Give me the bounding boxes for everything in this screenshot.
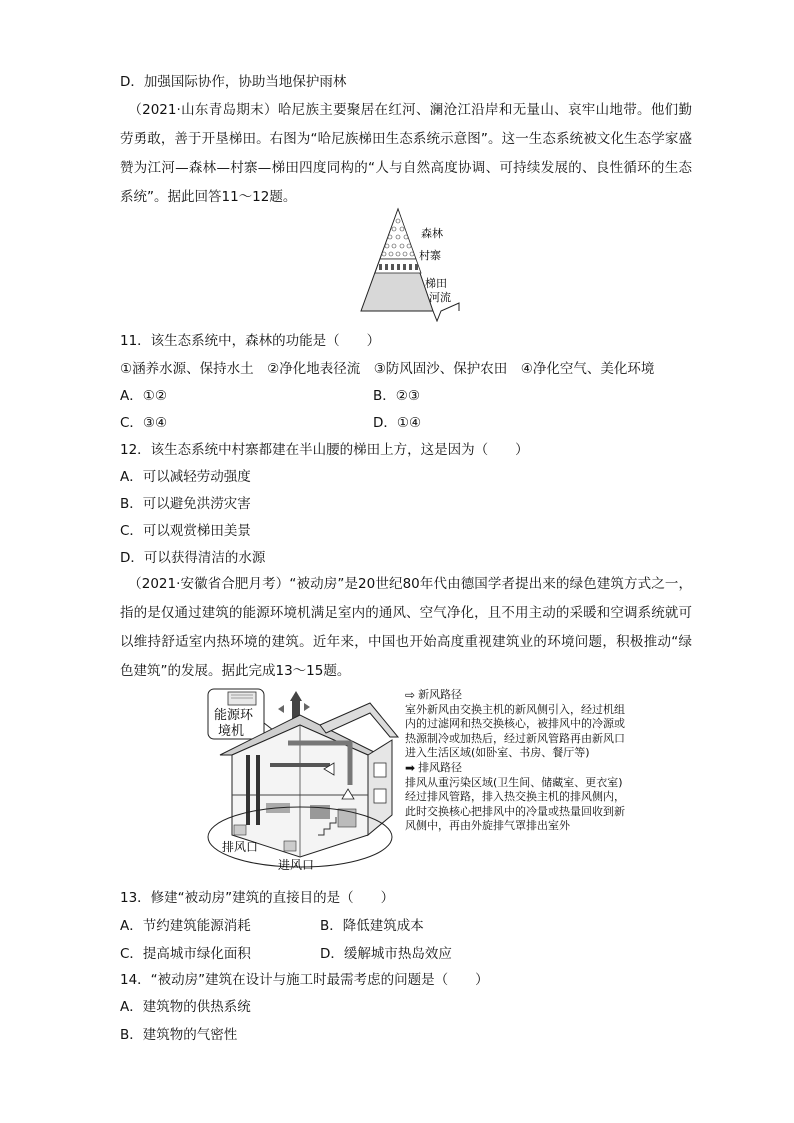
- label-forest: 森林: [421, 227, 443, 240]
- q12-option-d: D．可以获得清洁的水源: [120, 550, 266, 566]
- q14-option-a: A．建筑物的供热系统: [120, 999, 251, 1015]
- machine-label-2: 境机: [218, 724, 245, 739]
- machine-label-1: 能源环: [214, 708, 254, 723]
- passage-1-source: （2021·山东青岛期末）: [128, 102, 278, 118]
- q11-items: ①涵养水源、保持水土 ②净化地表径流 ③防风固沙、保护农田 ④净化空气、美化环境: [120, 361, 655, 377]
- terrace-ecosystem-figure: [355, 207, 465, 322]
- q12-option-a: A．可以减轻劳动强度: [120, 469, 251, 485]
- exhaust-text: 排风从重污染区域(卫生间、储藏室、更衣室)经过排风管路，排入热交换主机的排风侧内，此时交换核心把排风中的冷量或热量回收到新风侧中，再由外旋排气罩排出室外: [405, 775, 625, 833]
- q13-option-b: B．降低建筑成本: [320, 918, 424, 934]
- river-valley: [433, 303, 459, 321]
- q12-option-b: B．可以避免洪涝灾害: [120, 496, 251, 512]
- solid-arrow-icon: ➡: [405, 760, 416, 775]
- q14-stem: 14．“被动房”建筑在设计与施工时最需考虑的问题是（ ）: [120, 972, 489, 988]
- q11-option-d: D．①④: [373, 415, 422, 431]
- label-village: 村寨: [419, 249, 441, 262]
- q13-option-a: A．节约建筑能源消耗: [120, 918, 251, 934]
- exhaust-heading: [405, 761, 625, 776]
- q11-option-b: B．②③: [373, 388, 420, 404]
- intake-port-label: 进风口: [278, 858, 315, 872]
- airflow-legend: [405, 688, 625, 834]
- passage-2-text: “被动房”是20世纪80年代由德国学者提出来的绿色建筑方式之一，指的是仅通过建筑的能源环境机满足室内的通风、空气净化，且不用主动的采暖和空调系统就可以维持舒适室内热环境的建筑。近年来，中国也开始高度重视建筑业的环境问题，积极推动“绿色建筑”的发展。据此完成13～15题。: [120, 576, 692, 679]
- passage-2: [120, 570, 692, 686]
- label-terrace: 梯田: [425, 277, 447, 290]
- passage-1: [120, 96, 692, 212]
- passive-house-figure: [200, 685, 405, 875]
- machine-icon: [228, 692, 256, 705]
- q10-option-d: D．加强国际协作，协助当地保护雨林: [120, 74, 347, 90]
- q11-option-c: C．③④: [120, 415, 168, 431]
- outline-arrow-icon: ⇨: [405, 688, 416, 702]
- passage-1-text: 哈尼族主要聚居在红河、澜沧江沿岸和无量山、哀牢山地带。他们勤劳勇敢，善于开垦梯田。右图为“哈尼族梯田生态系统示意图”。这一生态系统被文化生态学家盛赞为江河—森林—村寨—梯田四度同构的“人与自然高度协调、可持续发展的、良性循环的生态系统”。据此回答11～12题。: [120, 102, 692, 205]
- label-river: 河流: [429, 291, 451, 304]
- exhaust-title: 排风路径: [418, 760, 463, 774]
- passage-2-source: （2021·安徽省合肥月考）: [128, 576, 290, 592]
- q12-stem: 12．该生态系统中村寨都建在半山腰的梯田上方，这是因为（ ）: [120, 442, 529, 458]
- q14-option-b: B．建筑物的气密性: [120, 1027, 238, 1043]
- exhaust-port-label: 排风口: [222, 840, 259, 854]
- q12-option-c: C．可以观赏梯田美景: [120, 523, 251, 539]
- fresh-air-title: 新风路径: [418, 688, 463, 701]
- q13-stem: 13．修建“被动房”建筑的直接目的是（ ）: [120, 890, 395, 906]
- q13-option-c: C．提高城市绿化面积: [120, 946, 251, 962]
- q13-option-d: D．缓解城市热岛效应: [320, 946, 452, 962]
- q11-option-a: A．①②: [120, 388, 167, 404]
- fresh-air-heading: [405, 688, 625, 703]
- forest-zone: [380, 209, 416, 259]
- q11-stem: 11．该生态系统中，森林的功能是（ ）: [120, 333, 381, 349]
- fresh-air-text: 室外新风由交换主机的新风侧引入，经过机组内的过滤网和热交换核心，被排风中的冷源或热源制冷或加热后，经过新风管路再由新风口进入生活区域(如卧室、书房、餐厅等): [405, 702, 625, 760]
